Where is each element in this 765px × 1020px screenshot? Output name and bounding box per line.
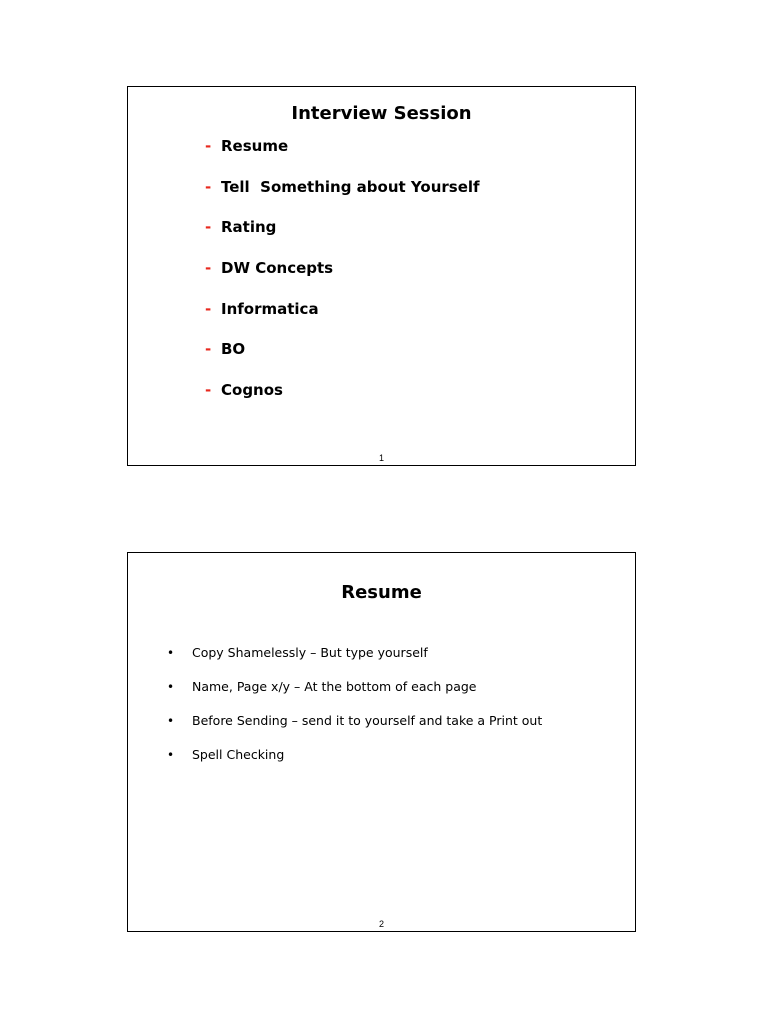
dash-marker: - — [205, 177, 212, 196]
slide-title: Interview Session — [291, 103, 472, 124]
list-item — [205, 381, 480, 422]
list-item-text: Copy Shamelessly – But type yourself — [192, 645, 428, 660]
list-item-text: Informatica — [221, 299, 319, 318]
list-item — [205, 218, 480, 259]
list-item-text: Rating — [221, 218, 277, 237]
list-item-text: Cognos — [221, 381, 283, 400]
topic-list — [205, 137, 480, 422]
list-item — [167, 713, 542, 747]
bullet-marker: • — [167, 714, 175, 728]
dash-marker: - — [205, 381, 212, 400]
bullet-marker: • — [167, 680, 175, 694]
list-item — [167, 679, 542, 713]
list-item-text: Spell Checking — [192, 747, 285, 762]
dash-marker: - — [205, 259, 212, 278]
tips-list — [167, 645, 542, 781]
slide-resume — [127, 552, 636, 932]
slide-title: Resume — [341, 582, 422, 603]
page-number: 2 — [378, 919, 384, 929]
list-item — [205, 178, 480, 219]
list-item — [205, 137, 480, 178]
dash-marker: - — [205, 299, 212, 318]
bullet-marker: • — [167, 646, 175, 660]
list-item — [205, 259, 480, 300]
list-item-text: BO — [221, 340, 246, 359]
list-item — [167, 747, 542, 781]
bullet-marker: • — [167, 748, 175, 762]
list-item-text: Resume — [221, 137, 289, 155]
list-item-text: Before Sending – send it to yourself and take a Print out — [192, 713, 543, 728]
list-item-text: Tell Something about Yourself — [221, 177, 480, 196]
list-item-text: Name, Page x/y – At the bottom of each page — [192, 679, 477, 694]
list-item-text: DW Concepts — [221, 259, 334, 278]
list-item — [205, 340, 480, 381]
slide-interview-session — [127, 86, 636, 466]
dash-marker: - — [205, 340, 212, 359]
list-item — [167, 645, 542, 679]
list-item — [205, 300, 480, 341]
page-number: 1 — [378, 453, 384, 463]
dash-marker: - — [205, 218, 212, 237]
dash-marker: - — [205, 137, 212, 155]
